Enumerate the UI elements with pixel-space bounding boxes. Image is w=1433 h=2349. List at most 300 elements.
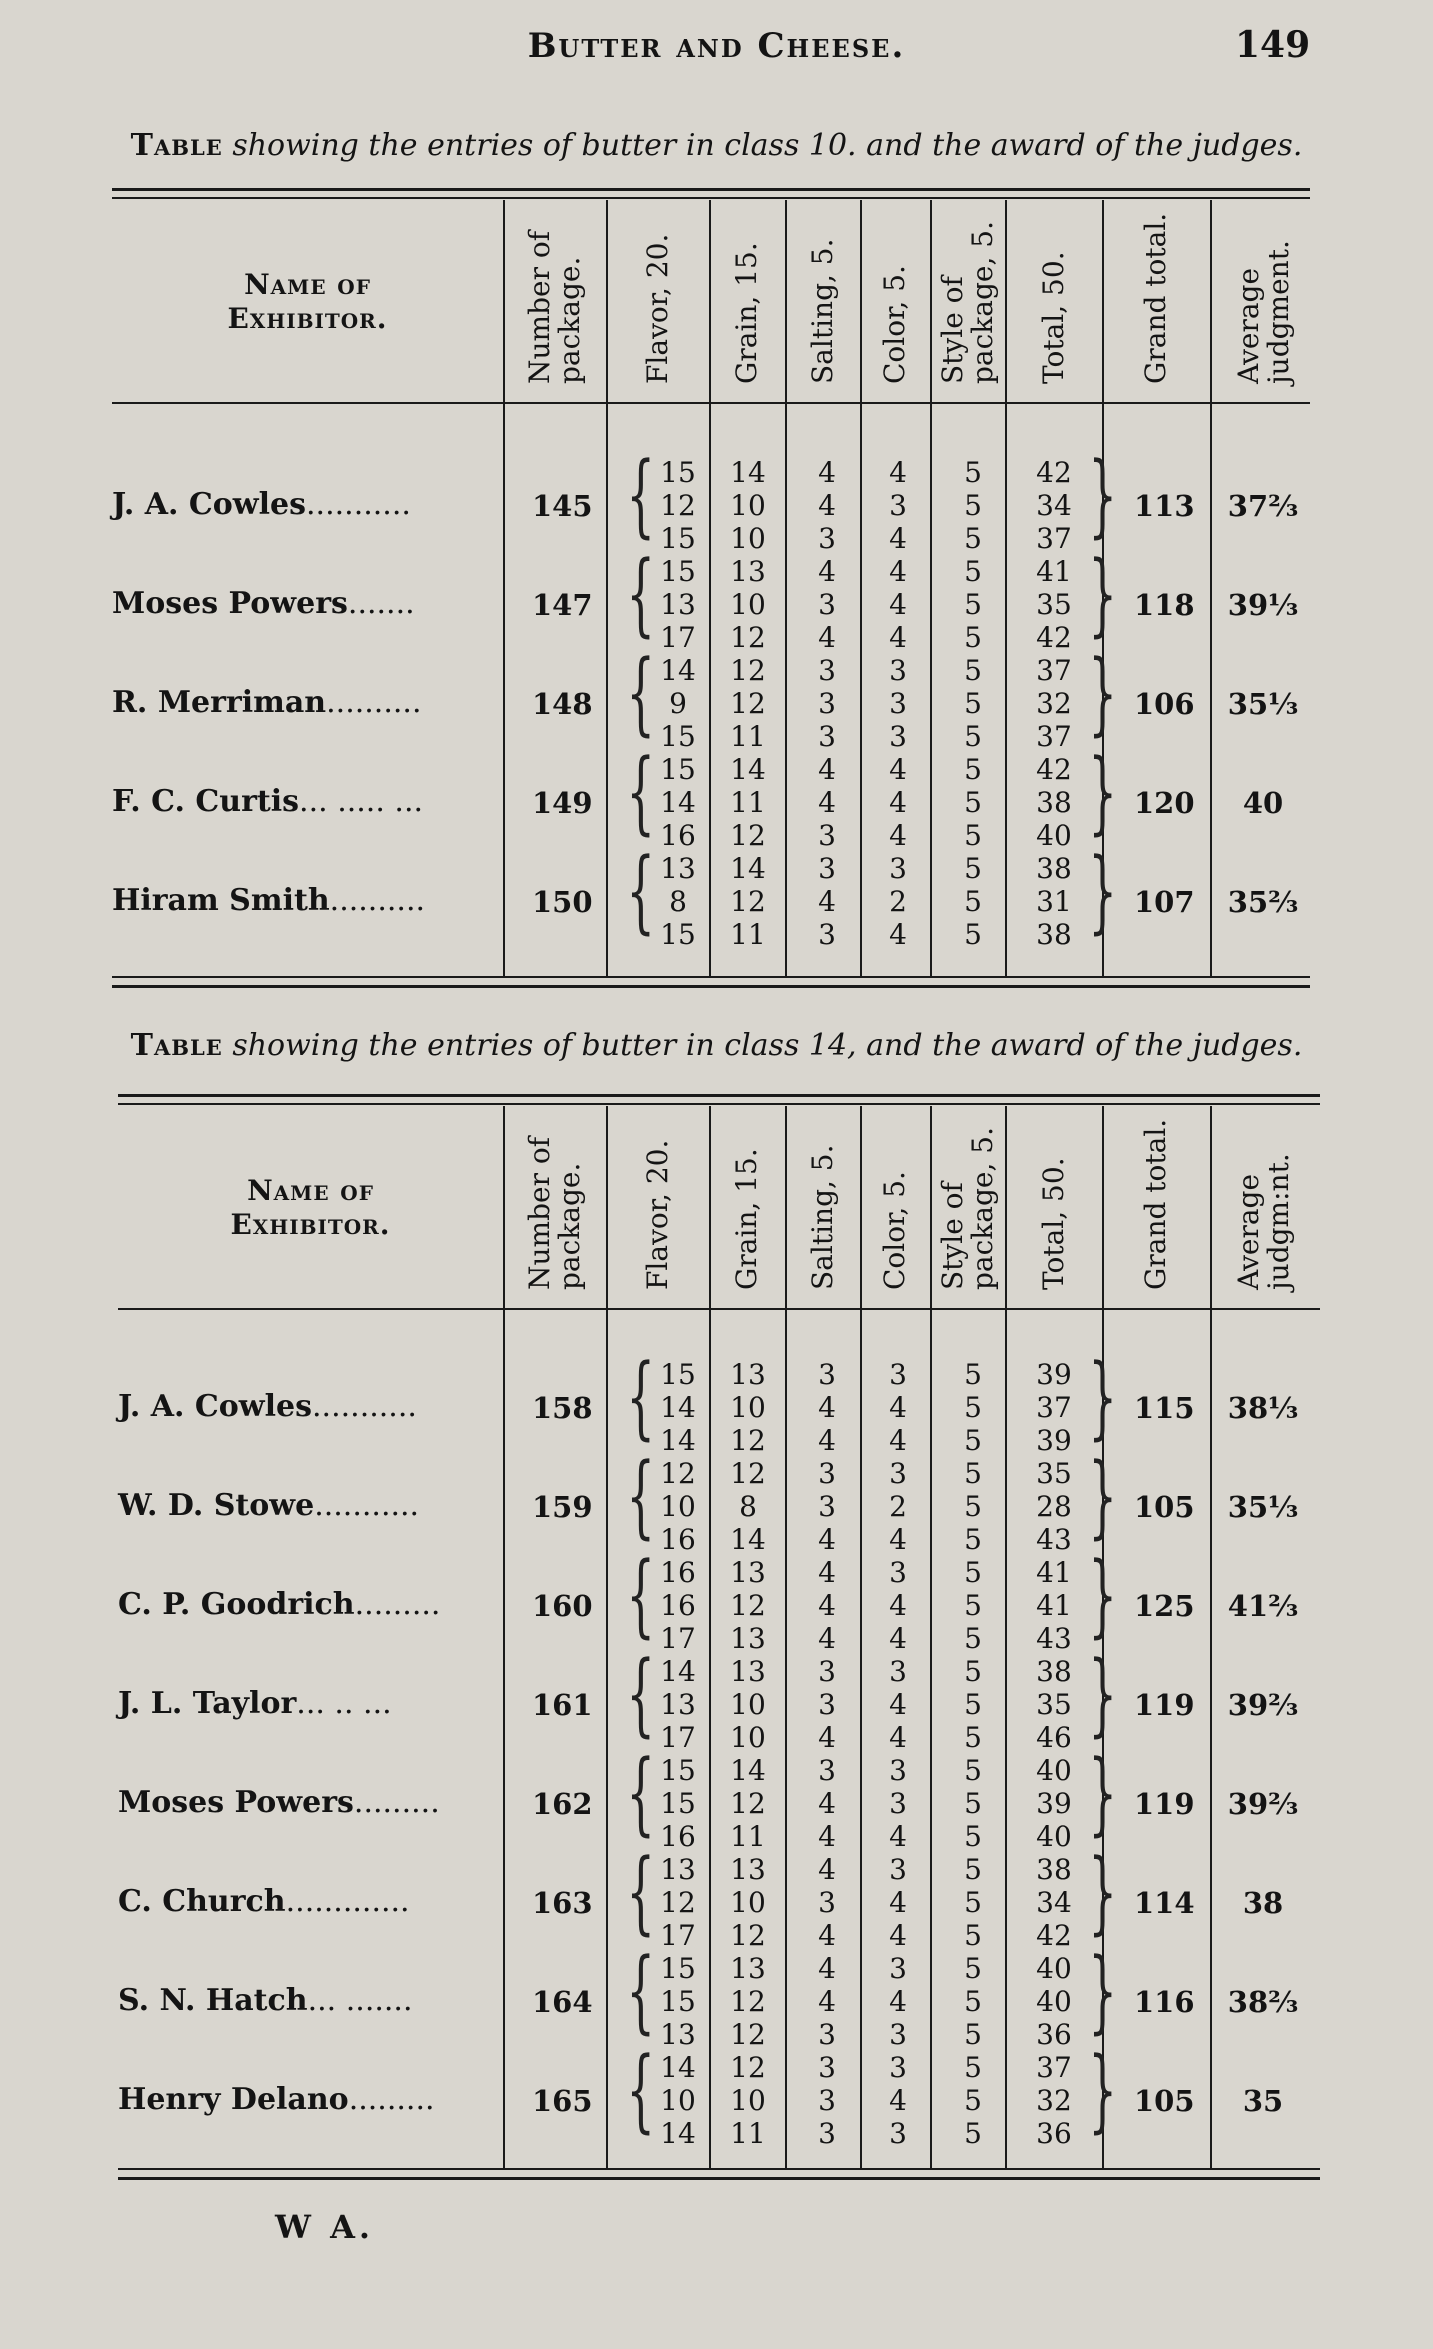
salting-score: 3 [818,1688,836,1721]
style-score: 5 [964,786,982,819]
column-divider [1005,200,1007,976]
flavor-score: 13 [660,2018,696,2051]
package-number: 163 [532,1886,593,1920]
style-score: 5 [964,1589,982,1622]
exhibitor-name [118,1785,440,1820]
grain-score: 12 [730,819,766,852]
style-score: 5 [964,1886,982,1919]
header-rule [118,1308,1320,1310]
color-score: 4 [889,621,907,654]
grain-score: 10 [730,2084,766,2117]
header-exhibitor-name [132,268,483,336]
grand-total: 115 [1134,1391,1195,1425]
flavor-score: 16 [660,819,696,852]
total-score: 40 [1036,1754,1072,1787]
grand-total: 105 [1134,2084,1195,2118]
header-flavor-label: Flavor, 20. [640,233,674,384]
right-brace: } [1088,839,1117,944]
left-brace: { [626,443,655,548]
color-score: 4 [889,1523,907,1556]
grain-score: 12 [730,2051,766,2084]
package-number: 159 [532,1490,593,1524]
header-total [1022,210,1086,392]
exhibitor-name [118,1686,392,1721]
grain-score: 14 [730,753,766,786]
caption-text: showing the entries of butter in class 10. and the award of the judges. [232,128,1303,163]
style-score: 5 [964,654,982,687]
exhibitor-name [118,1587,440,1622]
grain-score: 11 [730,2117,766,2150]
exhibitor-name [112,487,411,522]
package-number: 165 [532,2084,593,2118]
color-score: 4 [889,1820,907,1853]
salting-score: 3 [818,1655,836,1688]
average-judgment: 38 [1242,1886,1284,1920]
grain-score: 13 [730,555,766,588]
style-score: 5 [964,588,982,621]
total-score: 41 [1036,1589,1072,1622]
header-name-line: Name of [247,1174,374,1207]
grain-score: 12 [730,2018,766,2051]
leader-dots: ......... [348,2082,435,2117]
right-brace: } [1088,1642,1117,1747]
bottom-rule [118,2168,1320,2170]
column-divider [606,200,608,976]
color-score: 3 [889,1853,907,1886]
flavor-score: 15 [660,1754,696,1787]
total-score: 34 [1036,489,1072,522]
salting-score: 4 [818,1589,836,1622]
style-score: 5 [964,2051,982,2084]
salting-score: 4 [818,1952,836,1985]
column-divider [785,1106,787,2168]
header-salting [791,210,855,392]
header-style-line: package, 5. [965,221,999,384]
leader-dots: ............. [285,1884,410,1919]
salting-score: 4 [818,456,836,489]
header-average [1232,1116,1296,1298]
salting-score: 4 [818,489,836,522]
color-score: 4 [889,918,907,951]
grain-score: 11 [730,918,766,951]
color-score: 4 [889,456,907,489]
grain-score: 12 [730,1787,766,1820]
exhibitor-name [118,1884,410,1919]
flavor-score: 10 [660,1490,696,1523]
color-score: 4 [889,2084,907,2117]
style-score: 5 [964,1424,982,1457]
total-score: 37 [1036,720,1072,753]
style-score: 5 [964,1754,982,1787]
flavor-score: 14 [660,654,696,687]
style-score: 5 [964,819,982,852]
column-divider [1210,1106,1212,2168]
exhibitor-name-text: Moses Powers [118,1785,354,1820]
style-score: 5 [964,1721,982,1754]
header-package-number [523,1116,587,1298]
salting-score: 3 [818,852,836,885]
flavor-score: 8 [669,885,687,918]
style-score: 5 [964,687,982,720]
exhibitor-name [112,883,425,918]
salting-score: 3 [818,2051,836,2084]
header-name-line: Exhibitor. [230,1208,391,1241]
total-score: 40 [1036,1820,1072,1853]
grain-score: 10 [730,588,766,621]
salting-score: 4 [818,1556,836,1589]
total-score: 42 [1036,456,1072,489]
grain-score: 12 [730,1985,766,2018]
column-divider [785,200,787,976]
header-rule [112,402,1310,404]
exhibitor-name-text: W. D. Stowe [118,1488,315,1523]
package-number: 149 [532,786,593,820]
color-score: 4 [889,555,907,588]
grain-score: 10 [730,1688,766,1721]
header-name-line: Name of [244,268,371,301]
flavor-score: 15 [660,720,696,753]
flavor-score: 17 [660,621,696,654]
header-grain [715,210,779,392]
header-grain [715,1116,779,1298]
header-average-line: Average [1232,1173,1265,1290]
total-score: 42 [1036,753,1072,786]
grand-total: 125 [1134,1589,1195,1623]
header-total [1022,1116,1086,1298]
left-brace: { [626,641,655,746]
left-brace: { [626,542,655,647]
salting-score: 4 [818,1721,836,1754]
average-judgment: 40 [1242,786,1284,820]
column-divider [709,200,711,976]
exhibitor-name-text: J. A. Cowles [112,487,307,522]
salting-score: 3 [818,918,836,951]
average-judgment: 39⅔ [1227,1787,1299,1821]
flavor-score: 9 [669,687,687,720]
total-score: 35 [1036,1457,1072,1490]
grain-score: 14 [730,456,766,489]
header-style-line: package, 5. [965,1127,999,1290]
top-rule-inner [112,197,1310,199]
color-score: 4 [889,819,907,852]
grand-total: 116 [1134,1985,1195,2019]
exhibitor-name-text: Henry Delano [118,2082,349,2117]
style-score: 5 [964,1919,982,1952]
left-brace: { [626,1642,655,1747]
header-name-line: Exhibitor. [227,302,388,335]
total-score: 36 [1036,2117,1072,2150]
flavor-score: 15 [660,1952,696,1985]
style-score: 5 [964,885,982,918]
grand-total: 107 [1134,885,1195,919]
right-brace: } [1088,1444,1117,1549]
salting-score: 4 [818,885,836,918]
color-score: 4 [889,1688,907,1721]
header-package-number-line: Number of [522,230,556,384]
right-brace: } [1088,542,1117,647]
grain-score: 14 [730,852,766,885]
grain-score: 13 [730,1853,766,1886]
package-number: 147 [532,588,593,622]
caption-prefix: Table [130,128,223,163]
average-judgment: 39⅓ [1227,588,1299,622]
exhibitor-name-text: C. P. Goodrich [118,1587,355,1622]
package-number: 162 [532,1787,593,1821]
flavor-score: 15 [660,555,696,588]
column-divider [709,1106,711,2168]
header-grain-label: Grain, 15. [730,242,763,384]
grain-score: 12 [730,1589,766,1622]
grain-score: 13 [730,1556,766,1589]
color-score: 4 [889,1721,907,1754]
exhibitor-name-text: J. A. Cowles [118,1389,313,1424]
exhibitor-name [112,784,423,819]
color-score: 3 [889,489,907,522]
exhibitor-name [118,2082,435,2117]
header-total-label: Total, 50. [1036,251,1070,384]
header-grand-total [1124,1116,1188,1298]
header-package-number-line: package. [552,256,586,384]
color-score: 3 [889,1754,907,1787]
salting-score: 3 [818,720,836,753]
total-score: 32 [1036,687,1072,720]
total-score: 31 [1036,885,1072,918]
flavor-score: 17 [660,1721,696,1754]
top-rule [112,188,1310,191]
total-score: 46 [1036,1721,1072,1754]
header-package-number-line: Number of [522,1136,556,1290]
package-number: 161 [532,1688,593,1722]
style-score: 5 [964,1556,982,1589]
flavor-score: 15 [660,1787,696,1820]
package-number: 145 [532,489,593,523]
header-exhibitor-name [138,1174,483,1242]
exhibitor-name [112,685,422,720]
salting-score: 3 [818,687,836,720]
table-caption [0,1028,1433,1063]
header-average-line: judgment. [1262,240,1295,384]
style-score: 5 [964,1358,982,1391]
total-score: 28 [1036,1490,1072,1523]
color-score: 3 [889,2018,907,2051]
total-score: 40 [1036,819,1072,852]
grain-score: 11 [730,720,766,753]
right-brace: } [1088,1543,1117,1648]
average-judgment: 37⅔ [1227,489,1299,523]
total-score: 35 [1036,588,1072,621]
salting-score: 4 [818,555,836,588]
header-grain-label: Grain, 15. [730,1148,763,1290]
top-rule [118,1094,1320,1097]
header-average-line: judgm:nt. [1262,1153,1295,1290]
right-brace: } [1088,443,1117,548]
column-divider [1210,200,1212,976]
grain-score: 12 [730,885,766,918]
color-score: 4 [889,522,907,555]
flavor-score: 15 [660,522,696,555]
color-score: 3 [889,852,907,885]
style-score: 5 [964,456,982,489]
total-score: 39 [1036,1358,1072,1391]
total-score: 43 [1036,1523,1072,1556]
grain-score: 14 [730,1754,766,1787]
column-divider [1005,1106,1007,2168]
flavor-score: 12 [660,1457,696,1490]
package-number: 150 [532,885,593,919]
right-brace: } [1088,1840,1117,1945]
total-score: 39 [1036,1424,1072,1457]
flavor-score: 13 [660,852,696,885]
total-score: 38 [1036,1655,1072,1688]
color-score: 3 [889,2051,907,2084]
running-title: Butter and Cheese. [527,26,906,66]
grand-total: 118 [1134,588,1195,622]
header-grand-total-label: Grand total. [1139,1118,1172,1290]
average-judgment: 38⅔ [1227,1985,1299,2019]
style-score: 5 [964,1457,982,1490]
color-score: 4 [889,1985,907,2018]
exhibitor-name-text: C. Church [118,1884,286,1919]
style-score: 5 [964,2018,982,2051]
average-judgment: 35⅔ [1227,885,1299,919]
average-judgment: 35⅓ [1227,1490,1299,1524]
color-score: 4 [889,1391,907,1424]
caption-text: showing the entries of butter in class 14, and the award of the judges. [232,1028,1303,1063]
color-score: 4 [889,753,907,786]
salting-score: 4 [818,1820,836,1853]
salting-score: 4 [818,1787,836,1820]
grain-score: 10 [730,1721,766,1754]
flavor-score: 16 [660,1556,696,1589]
flavor-score: 14 [660,2051,696,2084]
total-score: 35 [1036,1688,1072,1721]
package-number: 160 [532,1589,593,1623]
style-score: 5 [964,621,982,654]
exhibitor-name-text: Moses Powers [112,586,348,621]
style-score: 5 [964,555,982,588]
total-score: 37 [1036,2051,1072,2084]
header-color-label: Color, 5. [878,1171,911,1290]
color-score: 3 [889,1358,907,1391]
flavor-score: 10 [660,2084,696,2117]
leader-dots: ......... [353,1785,440,1820]
leader-dots: ....... [347,586,415,621]
style-score: 5 [964,1490,982,1523]
leader-dots: ........... [314,1488,420,1523]
total-score: 34 [1036,1886,1072,1919]
flavor-score: 15 [660,456,696,489]
color-score: 3 [889,1655,907,1688]
grain-score: 14 [730,1523,766,1556]
total-score: 38 [1036,786,1072,819]
header-color [863,1116,927,1298]
total-score: 43 [1036,1622,1072,1655]
header-style [936,1116,1000,1298]
style-score: 5 [964,2117,982,2150]
salting-score: 4 [818,1622,836,1655]
color-score: 2 [889,1490,907,1523]
style-score: 5 [964,489,982,522]
average-judgment: 41⅔ [1227,1589,1299,1623]
salting-score: 4 [818,1391,836,1424]
salting-score: 3 [818,588,836,621]
flavor-score: 14 [660,786,696,819]
grain-score: 12 [730,1424,766,1457]
grain-score: 13 [730,1622,766,1655]
grand-total: 114 [1134,1886,1195,1920]
header-style-line: Style of [935,1182,969,1290]
left-brace: { [626,1741,655,1846]
salting-score: 3 [818,2117,836,2150]
left-brace: { [626,1840,655,1945]
salting-score: 3 [818,1886,836,1919]
color-score: 3 [889,2117,907,2150]
exhibitor-name-text: J. L. Taylor [118,1686,297,1721]
right-brace: } [1088,1345,1117,1450]
grain-score: 12 [730,654,766,687]
total-score: 37 [1036,654,1072,687]
leader-dots: ......... [354,1587,441,1622]
exhibitor-name-text: F. C. Curtis [112,784,300,819]
average-judgment: 35⅓ [1227,687,1299,721]
flavor-score: 16 [660,1589,696,1622]
package-number: 148 [532,687,593,721]
style-score: 5 [964,753,982,786]
package-number: 164 [532,1985,593,2019]
caption-prefix: Table [130,1028,223,1063]
flavor-score: 14 [660,1655,696,1688]
total-score: 38 [1036,1853,1072,1886]
exhibitor-name [112,586,415,621]
flavor-score: 17 [660,1919,696,1952]
salting-score: 3 [818,654,836,687]
total-score: 32 [1036,2084,1072,2117]
average-judgment: 39⅔ [1227,1688,1299,1722]
salting-score: 4 [818,786,836,819]
column-divider [930,200,932,976]
total-score: 42 [1036,621,1072,654]
leader-dots: ... ....... [307,1983,413,2018]
total-score: 40 [1036,1985,1072,2018]
grain-score: 10 [730,489,766,522]
total-score: 42 [1036,1919,1072,1952]
exhibitor-name [118,1983,413,2018]
header-package-number [523,210,587,392]
style-score: 5 [964,918,982,951]
header-flavor [626,210,690,392]
header-average [1232,210,1296,392]
grain-score: 12 [730,1919,766,1952]
salting-score: 4 [818,1919,836,1952]
color-score: 3 [889,1952,907,1985]
left-brace: { [626,740,655,845]
color-score: 3 [889,1787,907,1820]
grain-score: 11 [730,786,766,819]
header-flavor [626,1116,690,1298]
salting-score: 4 [818,621,836,654]
color-score: 3 [889,720,907,753]
color-score: 3 [889,687,907,720]
flavor-score: 12 [660,1886,696,1919]
grand-total: 105 [1134,1490,1195,1524]
salting-score: 4 [818,1853,836,1886]
leader-dots: .......... [326,685,422,720]
header-style [936,210,1000,392]
flavor-score: 13 [660,1688,696,1721]
left-brace: { [626,1345,655,1450]
total-score: 36 [1036,2018,1072,2051]
flavor-score: 15 [660,1985,696,2018]
